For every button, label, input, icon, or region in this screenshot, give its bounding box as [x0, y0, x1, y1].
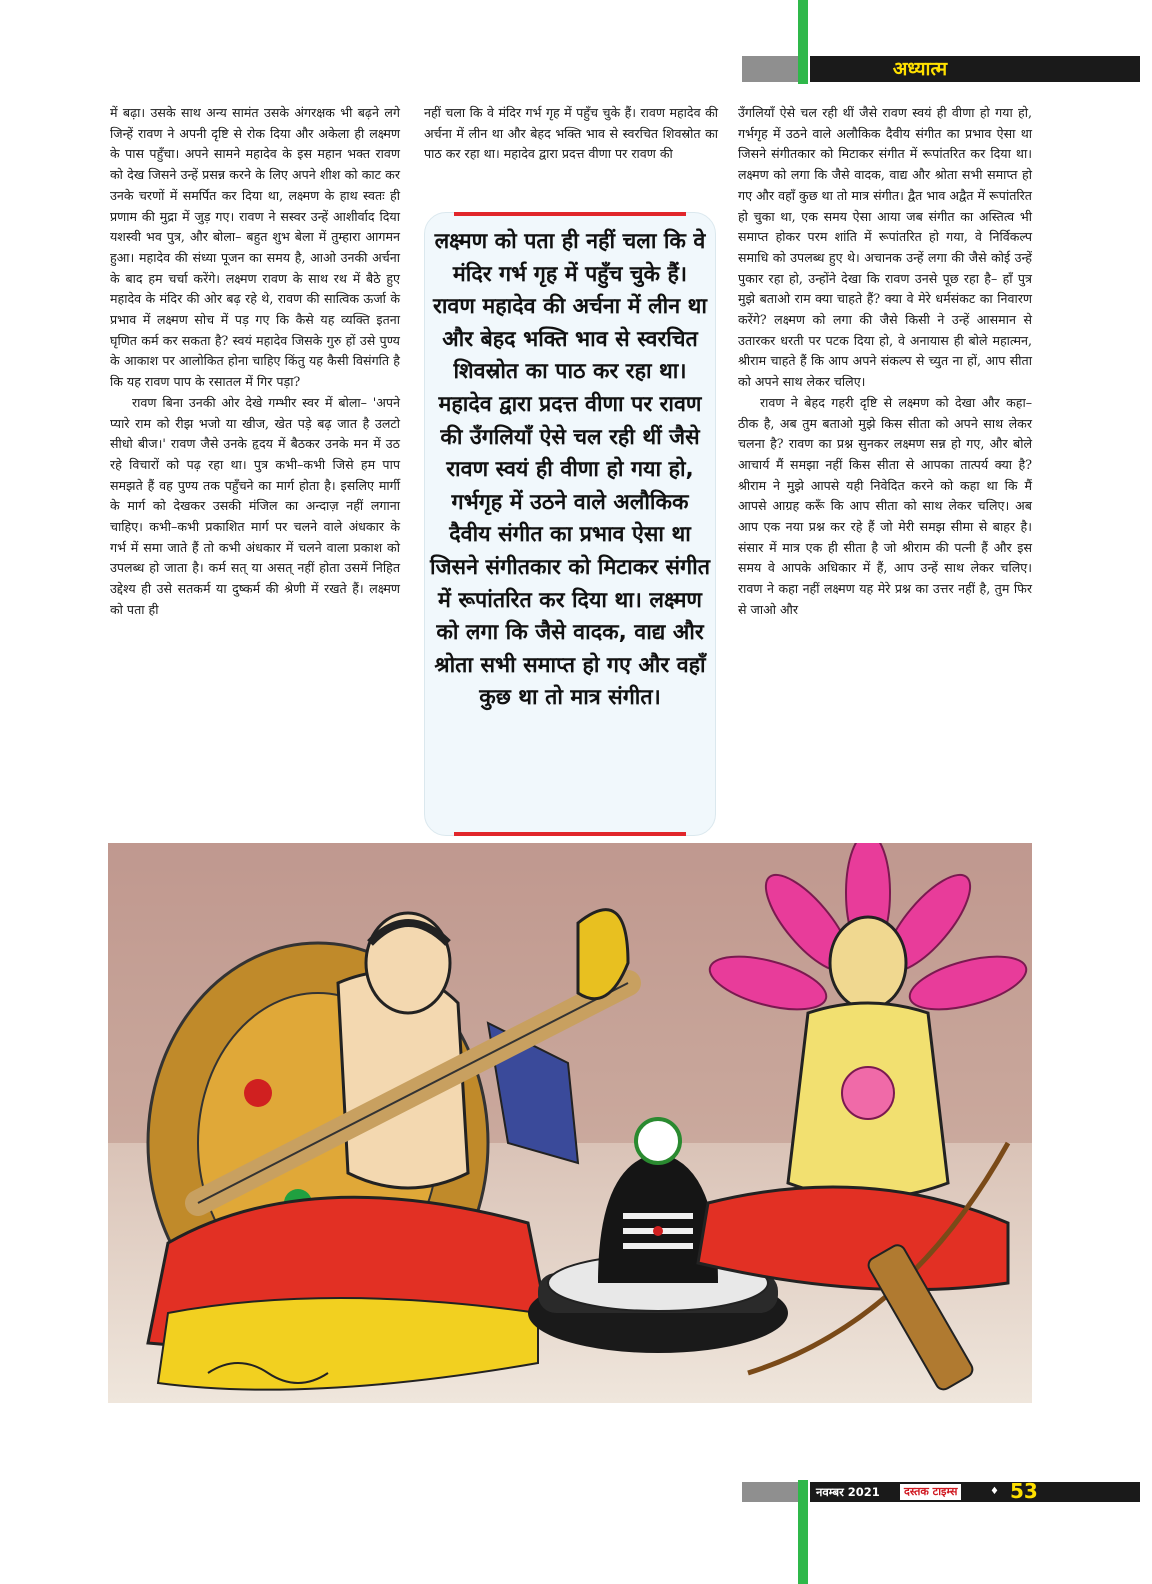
- ravana-head: [366, 913, 450, 1013]
- column-3-paragraph-1: उँगलियाँ ऐसे चल रही थीं जैसे रावण स्वयं ही वीणा हो गया हो, गर्भगृह में उठने वाले अलौकिक दैवीय संगीत का प्रभाव ऐसा था जिसने संगीतकार को मिटाकर संगीत में रूपांतरित कर दिया था। लक्ष्मण को लगा कि जैसे वादक, वाद्य और श्रोता सभी समाप्त हो गए और वहाँ कुछ था तो मात्र संगीत। द्वैत भाव अद्वैत में रूपांतरित हो चुका था, एक समय ऐसा आया जब संगीत का अस्तित्व भी समाप्त होकर परम शांति में रूपांतरित हो गया, वे निर्विकल्प समाधि को उपलब्ध हुए थे। अचानक उन्हें लगा की जैसे कोई उन्हें पुकार रहा हो, उन्होंने देखा कि रावण उनसे पूछ रहा है– हाँ पुत्र मुझे बताओ राम क्या चाहते हैं? क्या वे मेरे धर्मसंकट का निवारण करेंगे? लक्ष्मण को लगा की जैसे किसी ने उन्हें आसमान से उतारकर धरती पर पटक दिया हो, वे अनायास ही बोले महात्मन, श्रीराम चाहते हैं कि आप अपने संकल्प से च्युत ना हों, आप सीता को अपने साथ लेकर चलिए।: [738, 105, 1032, 390]
- column-2: [424, 103, 718, 165]
- header-grey-block: [742, 56, 798, 82]
- issue-date: नवम्बर 2021: [816, 1485, 880, 1499]
- pull-quote-text: लक्ष्मण को पता ही नहीं चला कि वे मंदिर गर्भ गृह में पहुँच चुके हैं। रावण महादेव की अर्चना में लीन था और बेहद भक्ति भाव से स्वरचित शिवस्रोत का पाठ कर रहा था। महादेव द्वारा प्रदत्त वीणा पर रावण की उँगलियाँ ऐसे चल रही थीं जैसे रावण स्वयं ही वीणा हो गया हो, गर्भगृह में उठने वाले अलौकिक दैवीय संगीत का प्रभाव ऐसा था जिसने संगीतकार को मिटाकर संगीत में रूपांतरित कर दिया था। लक्ष्मण को लगा कि जैसे वादक, वाद्य और श्रोता सभी समाप्त हो गए और वहाँ कुछ था तो मात्र संगीत।: [430, 229, 710, 711]
- green-rule-top: [798, 0, 808, 84]
- column-1: [110, 103, 400, 621]
- flower-offering: [636, 1119, 680, 1163]
- column-1-paragraph-2: रावण बिना उनकी ओर देखे गम्भीर स्वर में बोला– 'अपने प्यारे राम को रीझ भजो या खीज, खेत पड़े बढ़ जात है उलटो सीधो बीज।' रावण जैसे उनके हृदय में बैठकर उनके मन में उठ रहे विचारों को पढ़ रहा था। पुत्र कभी–कभी जिसे हम पाप समझते हैं वह पुण्य तक पहुँचने का मार्ग होता है। इसलिए मार्गी के मार्ग को देखकर उसकी मंजिल का अन्दाज़ नहीं लगाना चाहिए। कभी–कभी प्रकाशित मार्ग पर चलने वाले अंधकार के गर्भ में समा जाते हैं तो कभी अंधकार में चलने वाला प्रकाश को उपलब्ध हो जाता है। कर्म सत् या असत् नहीं होता उसमें निहित उद्देश्य ही उसे सतकर्म या दुष्कर्म की श्रेणी में रखते हैं। लक्ष्मण को पता ही: [110, 394, 400, 617]
- magazine-logo: दस्तक टाइम्स: [900, 1484, 961, 1500]
- section-title: अध्यात्म: [892, 58, 948, 80]
- column-3-paragraph-2: रावण ने बेहद गहरी दृष्टि से लक्ष्मण को देखा और कहा– ठीक है, अब तुम बताओ मुझे किस सीता को अपने साथ लेकर चलना है? रावण का प्रश्न सुनकर लक्ष्मण सन्न हो गए, और बोले आचार्य मैं समझा नहीं किस सीता से आपका तात्पर्य क्या है? श्रीराम ने मुझे आपसे यही निवेदित करने को कहा था कि मैं आपसे आग्रह करूँ कि आप सीता को साथ लेकर चलिए। अब आप एक नया प्रश्न कर रहे हैं जो मेरी समझ सीमा से बाहर है। संसार में मात्र एक ही सीता है जो श्रीराम की पत्नी हैं और इस समय वे आपके अधिकार में हैं, आप उन्हें साथ लेकर चलिए। रावण ने कहा नहीं लक्ष्मण यह मेरे प्रश्न का उत्तर नहीं है, तुम फिर से जाओ और: [738, 394, 1032, 617]
- footer-bullet: ♦: [990, 1486, 999, 1497]
- illustration-ravana-lakshmana-shivling: [108, 843, 1032, 1403]
- pull-quote-bottom-rule: [454, 832, 686, 836]
- lakshmana-head: [830, 917, 906, 1009]
- green-rule-bottom: [798, 1480, 808, 1584]
- column-2-paragraph-1: नहीं चला कि वे मंदिर गर्भ गृह में पहुँच चुके हैं। रावण महादेव की अर्चना में लीन था और बेहद भक्ति भाव से स्वरचित शिवस्रोत का पाठ कर रहा था। महादेव द्वारा प्रदत्त वीणा पर रावण की: [424, 105, 718, 162]
- footer-grey-block: [742, 1482, 798, 1502]
- pull-quote-top-rule: [454, 212, 686, 216]
- column-1-paragraph-1: में बढ़ा। उसके साथ अन्य सामंत उसके अंगरक्षक भी बढ़ने लगे जिन्हें रावण ने अपनी दृष्टि से रोक दिया और अकेला ही लक्ष्मण के पास पहुँचा। अपने सामने महादेव के इस महान भक्त रावण को देख जिसने उन्हें प्रसन्न करने के लिए अपने शीश को काट कर उनके चरणों में समर्पित कर दिया था, लक्ष्मण के हाथ स्वतः ही प्रणाम की मुद्रा में जुड़ गए। रावण ने सस्वर उन्हें आशीर्वाद दिया यशस्वी भव पुत्र, और बोला– बहुत शुभ बेला में तुम्हारा आगमन हुआ। महादेव की संध्या पूजन का समय है, आओ उनकी अर्चना के बाद हम चर्चा करेंगे। लक्ष्मण रावण के साथ रथ में बैठे हुए महादेव के मंदिर की ओर बढ़ रहे थे, रावण की सात्विक ऊर्जा के प्रभाव में लक्ष्मण सोच में पड़ गए कि कैसे यह व्यक्ति इतना घृणित कर्म कर सकता है? स्वयं महादेव जिसके गुरु हों उसे पुण्य के आकाश पर आलोकित होना चाहिए किंतु यह कैसी विसंगति है कि यह रावण पाप के रसातल में गिर पड़ा?: [110, 105, 400, 390]
- column-3: [738, 103, 1032, 621]
- page-number: 53: [1010, 1479, 1038, 1503]
